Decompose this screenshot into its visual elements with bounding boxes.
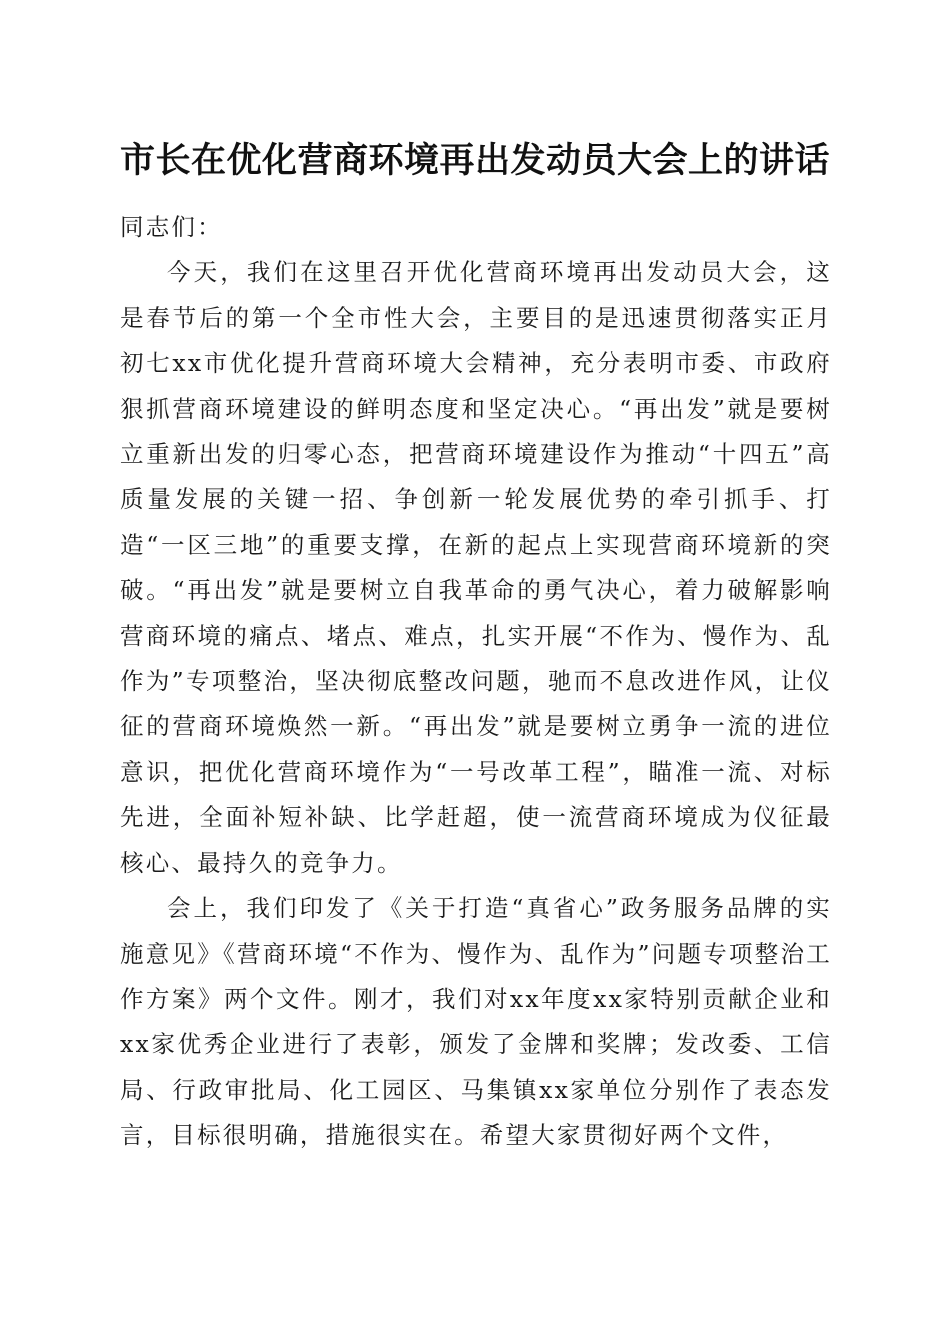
paragraph-2: 会上，我们印发了《关于打造“真省心”政务服务品牌的实施意见》《营商环境“不作为、慢作为、乱作为”问题专项整治工作方案》两个文件。刚才，我们对xx年度xx家特别贡献企业和xx家优秀企业进行了表彰，颁发了金牌和奖牌；发改委、工信局、行政审批局、化工园区、马集镇xx家单位分别作了表态发言，目标很明确，措施很实在。希望大家贯彻好两个文件， bbox=[120, 894, 832, 1150]
document-body bbox=[120, 205, 832, 1159]
greeting: 同志们： bbox=[120, 213, 223, 241]
document-title: 市长在优化营商环境再出发动员大会上的讲话 bbox=[119, 140, 830, 181]
paragraph-1: 今天，我们在这里召开优化营商环境再出发动员大会，这是春节后的第一个全市性大会，主要目的是迅速贯彻落实正月初七xx市优化提升营商环境大会精神，充分表明市委、市政府狠抓营商环境建设的鲜明态度和坚定决心。“再出发”就是要树立重新出发的归零心态，把营商环境建设作为推动“十四五”高质量发展的关键一招、争创新一轮发展优势的牵引抓手、打造“一区三地”的重要支撑，在新的起点上实现营商环境新的突破。“再出发”就是要树立自我革命的勇气决心，着力破解影响营商环境的痛点、堵点、难点，扎实开展“不作为、慢作为、乱作为”专项整治，坚决彻底整改问题，驰而不息改进作风，让仪征的营商环境焕然一新。“再出发”就是要树立勇争一流的进位意识，把优化营商环境作为“一号改革工程”，瞄准一流、对标先进，全面补短补缺、比学赶超，使一流营商环境成为仪征最核心、最持久的竞争力。 bbox=[120, 258, 832, 877]
